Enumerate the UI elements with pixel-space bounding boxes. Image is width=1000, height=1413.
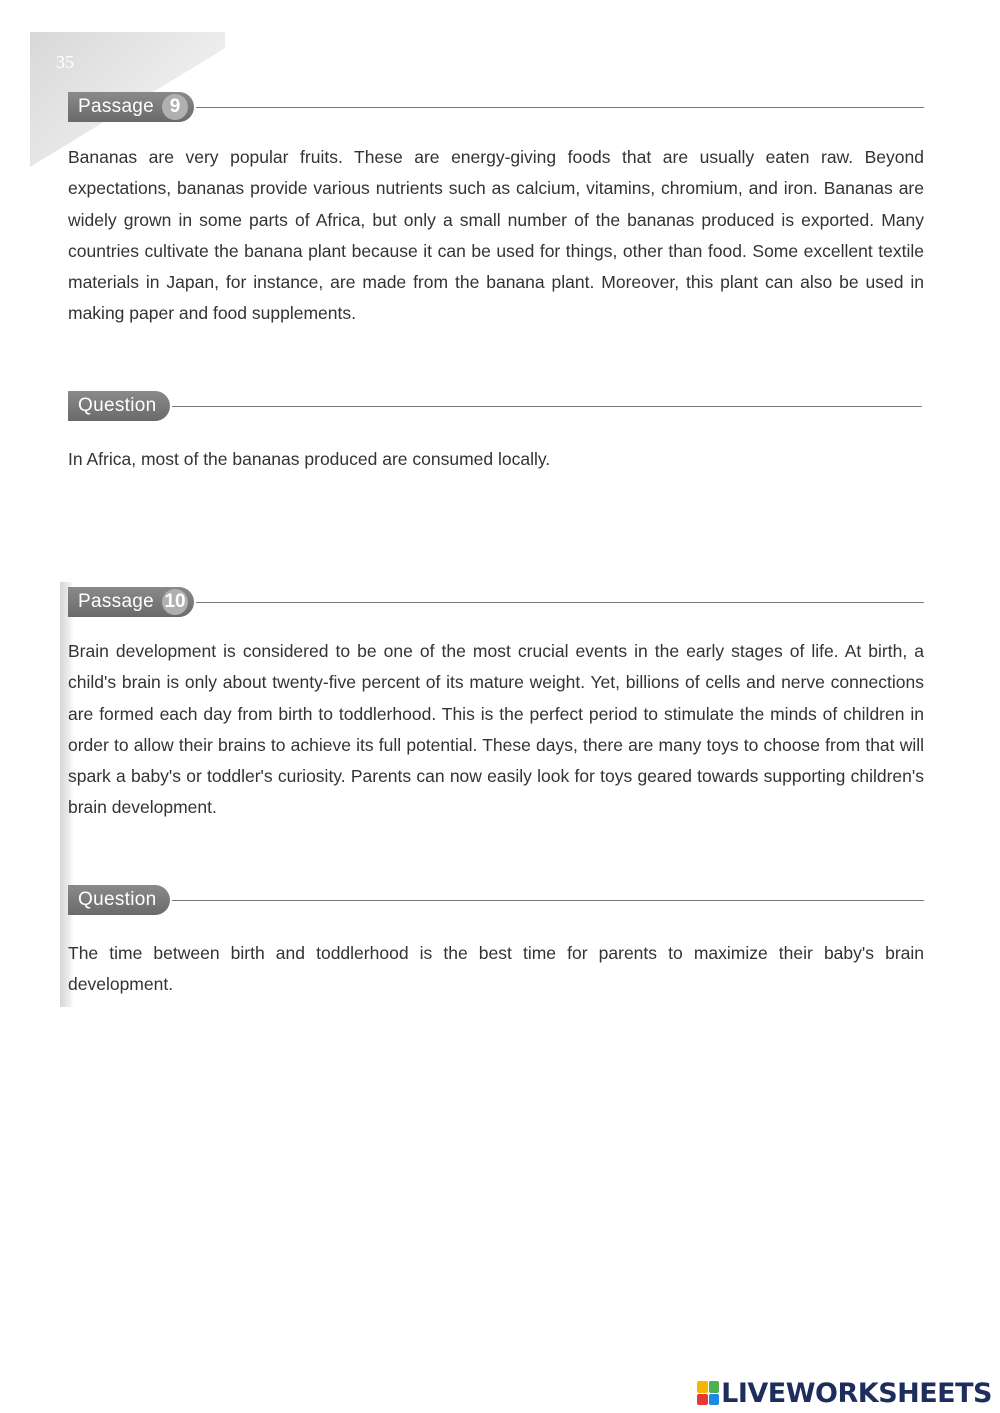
logo-cell-3 bbox=[697, 1394, 708, 1406]
passage-9-badge bbox=[68, 92, 194, 122]
passage-9-label: Passage bbox=[78, 96, 155, 117]
passage-9-rule bbox=[196, 107, 924, 108]
question-10-text: The time between birth and toddlerhood is the best time for parents to maximize their baby's brain development. bbox=[68, 943, 924, 995]
question-10-badge bbox=[68, 885, 170, 915]
question-9-label: Question bbox=[78, 395, 157, 416]
question-10-header bbox=[68, 885, 924, 915]
question-10-label: Question bbox=[78, 889, 157, 910]
logo-cell-1 bbox=[697, 1381, 708, 1393]
passage-10-label: Passage bbox=[78, 591, 155, 612]
logo-cell-2 bbox=[709, 1381, 720, 1393]
page-number: 35 bbox=[56, 52, 74, 72]
question-9-text: In Africa, most of the bananas produced are consumed locally. bbox=[68, 449, 551, 469]
logo-cell-4 bbox=[709, 1394, 720, 1406]
liveworksheets-logo-icon bbox=[697, 1381, 719, 1405]
question-9-rule bbox=[172, 406, 922, 407]
liveworksheets-logo bbox=[697, 1377, 992, 1409]
question-9-header bbox=[68, 391, 922, 421]
passage-9-number: 9 bbox=[162, 94, 188, 120]
question-9-badge bbox=[68, 391, 170, 421]
passage-9-text: Bananas are very popular fruits. These are energy-giving foods that are usually eaten raw. Beyond expectations, bananas provide various nutrients such as calcium, vitamins, chromium, and iron. Bananas are widely grown in some parts of Africa, but only a small number of the bananas produced is exported. Many countries cultivate the banana plant because it can be used for things, other than food. Some excellent textile materials in Japan, for instance, are made from the banana plant. Moreover, this plant can also be used in making paper and food supplements. bbox=[68, 147, 924, 324]
passage-10-number: 10 bbox=[162, 589, 188, 615]
passage-10-header bbox=[68, 587, 924, 617]
question-10-rule bbox=[172, 900, 924, 901]
liveworksheets-logo-text: LIVEWORKSHEETS bbox=[721, 1377, 992, 1409]
passage-10-badge bbox=[68, 587, 194, 617]
passage-10-text: Brain development is considered to be one of the most crucial events in the early stages of life. At birth, a child's brain is only about twenty-five percent of its mature weight. Yet, billions of cells and nerve connections are formed each day from birth to toddlerhood. This is the perfect period to stimulate the minds of children in order to allow their brains to achieve its full potential. These days, there are many toys to choose from that will spark a baby's or toddler's curiosity. Parents can now easily look for toys geared towards supporting children's brain development. bbox=[68, 641, 924, 818]
passage-10-rule bbox=[196, 602, 924, 603]
passage-9-header bbox=[68, 92, 924, 122]
